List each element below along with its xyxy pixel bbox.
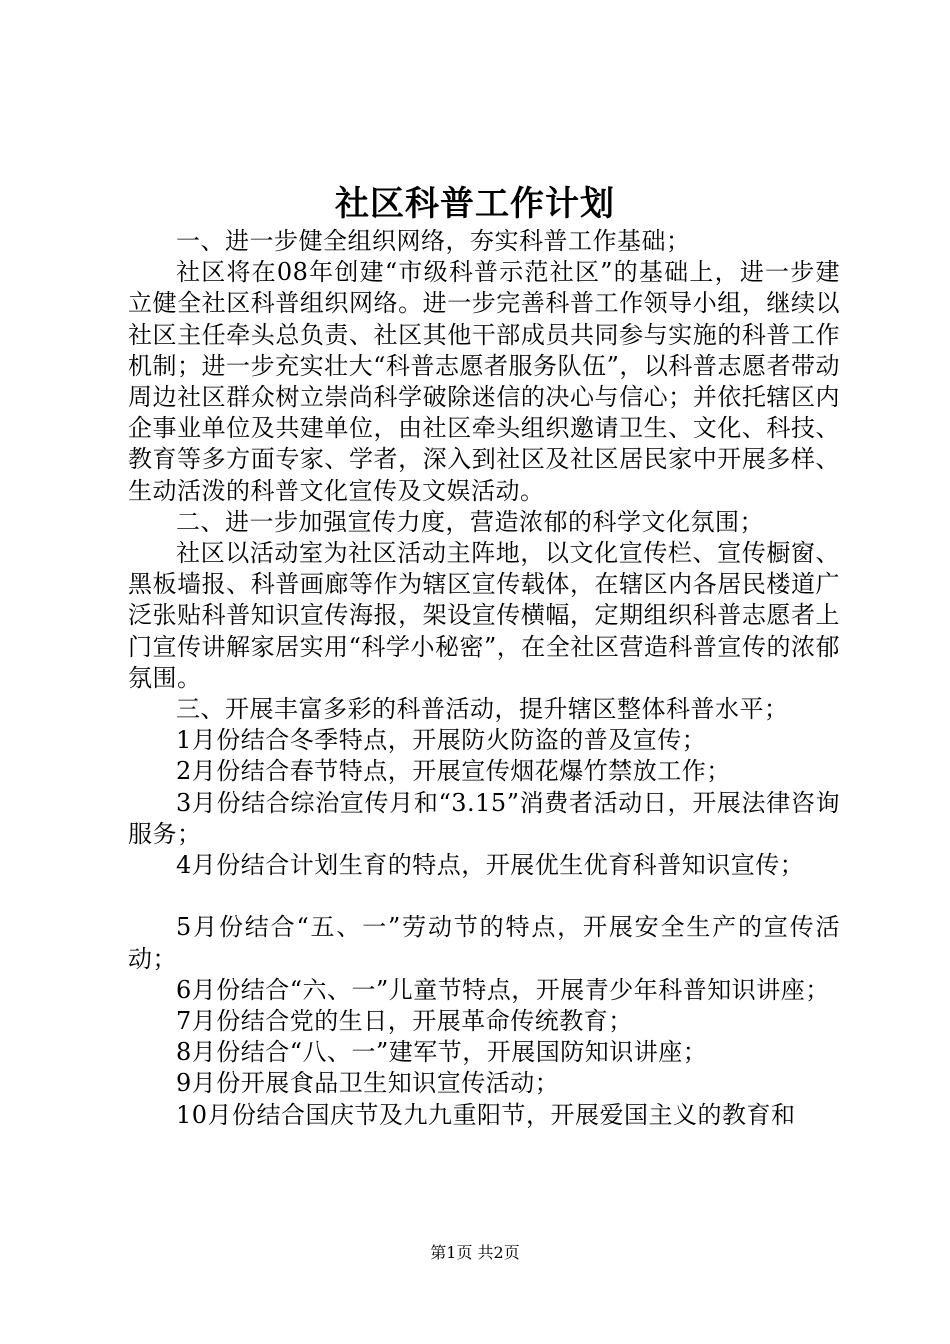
page-footer: 第1页 共2页 [430, 1243, 520, 1262]
month-item-6: 6月份结合“六、一”儿童节特点，开展青少年科普知识讲座； [176, 975, 830, 1004]
month-item-4: 4月份结合计划生育的特点，开展优生优育科普知识宣传； [176, 851, 805, 880]
section-heading-2: 二、进一步加强宣传力度，营造浓郁的科学文化氛围； [176, 507, 764, 536]
month-item-9: 9月份开展食品卫生知识宣传活动； [176, 1069, 560, 1098]
document-body [128, 226, 840, 1131]
month-item-5: 5月份结合“五、一”劳动节的特点，开展安全生产的宣传活动； [128, 913, 840, 973]
blank-line [128, 881, 840, 912]
paragraph-organization: 社区将在08年创建“市级科普示范社区”的基础上，进一步建立健全社区科普组织网络。进一步完善科普工作领导小组，继续以社区主任牵头总负责、社区其他干部成员共同参与实施的科普工作机制；进一步充实壮大“科普志愿者服务队伍”，以科普志愿者带动周边社区群众树立崇尚科学破除迷信的决心与信心；并依托辖区内企事业单位及共建单位，由社区牵头组织邀请卫生、文化、科技、教育等多方面专家、学者，深入到社区及社区居民家中开展多样、生动活泼的科普文化宣传及文娱活动。 [128, 258, 840, 505]
month-item-8: 8月份结合“八、一”建军节，开展国防知识讲座； [176, 1038, 708, 1067]
month-item-10: 10月份结合国庆节及九九重阳节，开展爱国主义的教育和 [176, 1100, 796, 1129]
document-title: 社区科普工作计划 [335, 184, 615, 224]
section-heading-3: 三、开展丰富多彩的科普活动，提升辖区整体科普水平； [176, 695, 789, 724]
month-item-7: 7月份结合党的生日，开展革命传统教育； [176, 1007, 633, 1036]
section-heading-1: 一、进一步健全组织网络，夯实科普工作基础； [176, 227, 691, 255]
month-item-1: 1月份结合冬季特点，开展防火防盗的普及宣传； [176, 726, 707, 755]
month-item-3: 3月份结合综治宣传月和“3.15”消费者活动日，开展法律咨询服务； [128, 788, 840, 848]
paragraph-publicity: 社区以活动室为社区活动主阵地，以文化宣传栏、宣传橱窗、黑板墙报、科普画廊等作为辖区宣传载体，在辖区内各居民楼道广泛张贴科普知识宣传海报，架设宣传横幅，定期组织科普志愿者上门宣传讲解家居实用“科学小秘密”，在全社区营造科普宣传的浓郁氛围。 [128, 539, 840, 692]
month-item-2: 2月份结合春节特点，开展宣传烟花爆竹禁放工作； [176, 757, 731, 786]
